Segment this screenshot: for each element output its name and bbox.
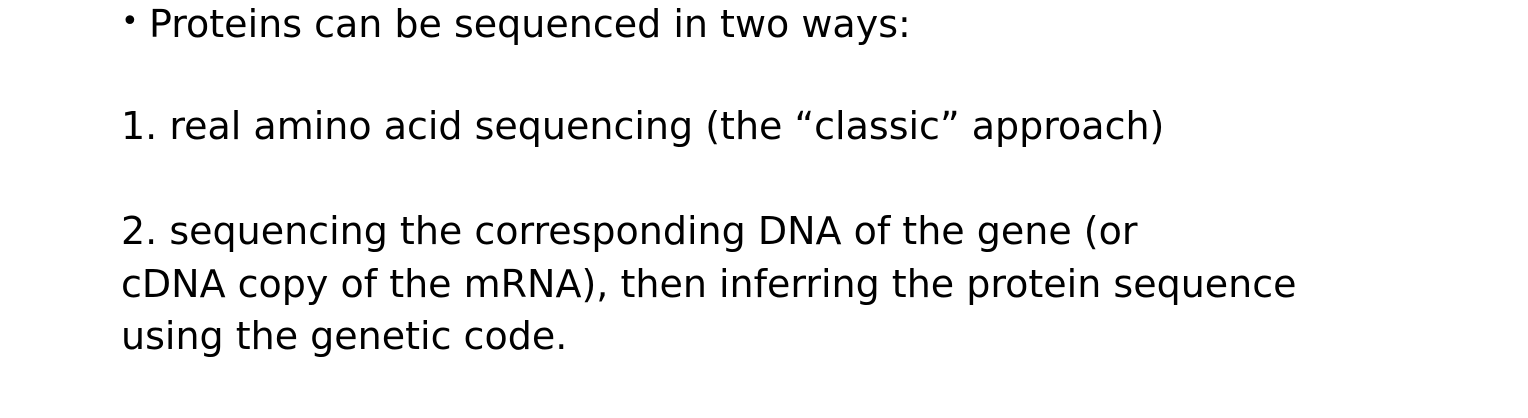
- item-2-line-1: 2. sequencing the corresponding DNA of the gene (or: [121, 209, 1138, 253]
- bullet-marker: •: [121, 4, 139, 39]
- item-1-text: 1. real amino acid sequencing (the “classic” approach): [121, 104, 1165, 148]
- item-2-line-3: using the genetic code.: [121, 314, 568, 358]
- intro-bullet: [121, 0, 911, 50]
- item-2-line-2: cDNA copy of the mRNA), then inferring the protein sequence: [121, 262, 1297, 306]
- intro-text: Proteins can be sequenced in two ways:: [149, 2, 911, 46]
